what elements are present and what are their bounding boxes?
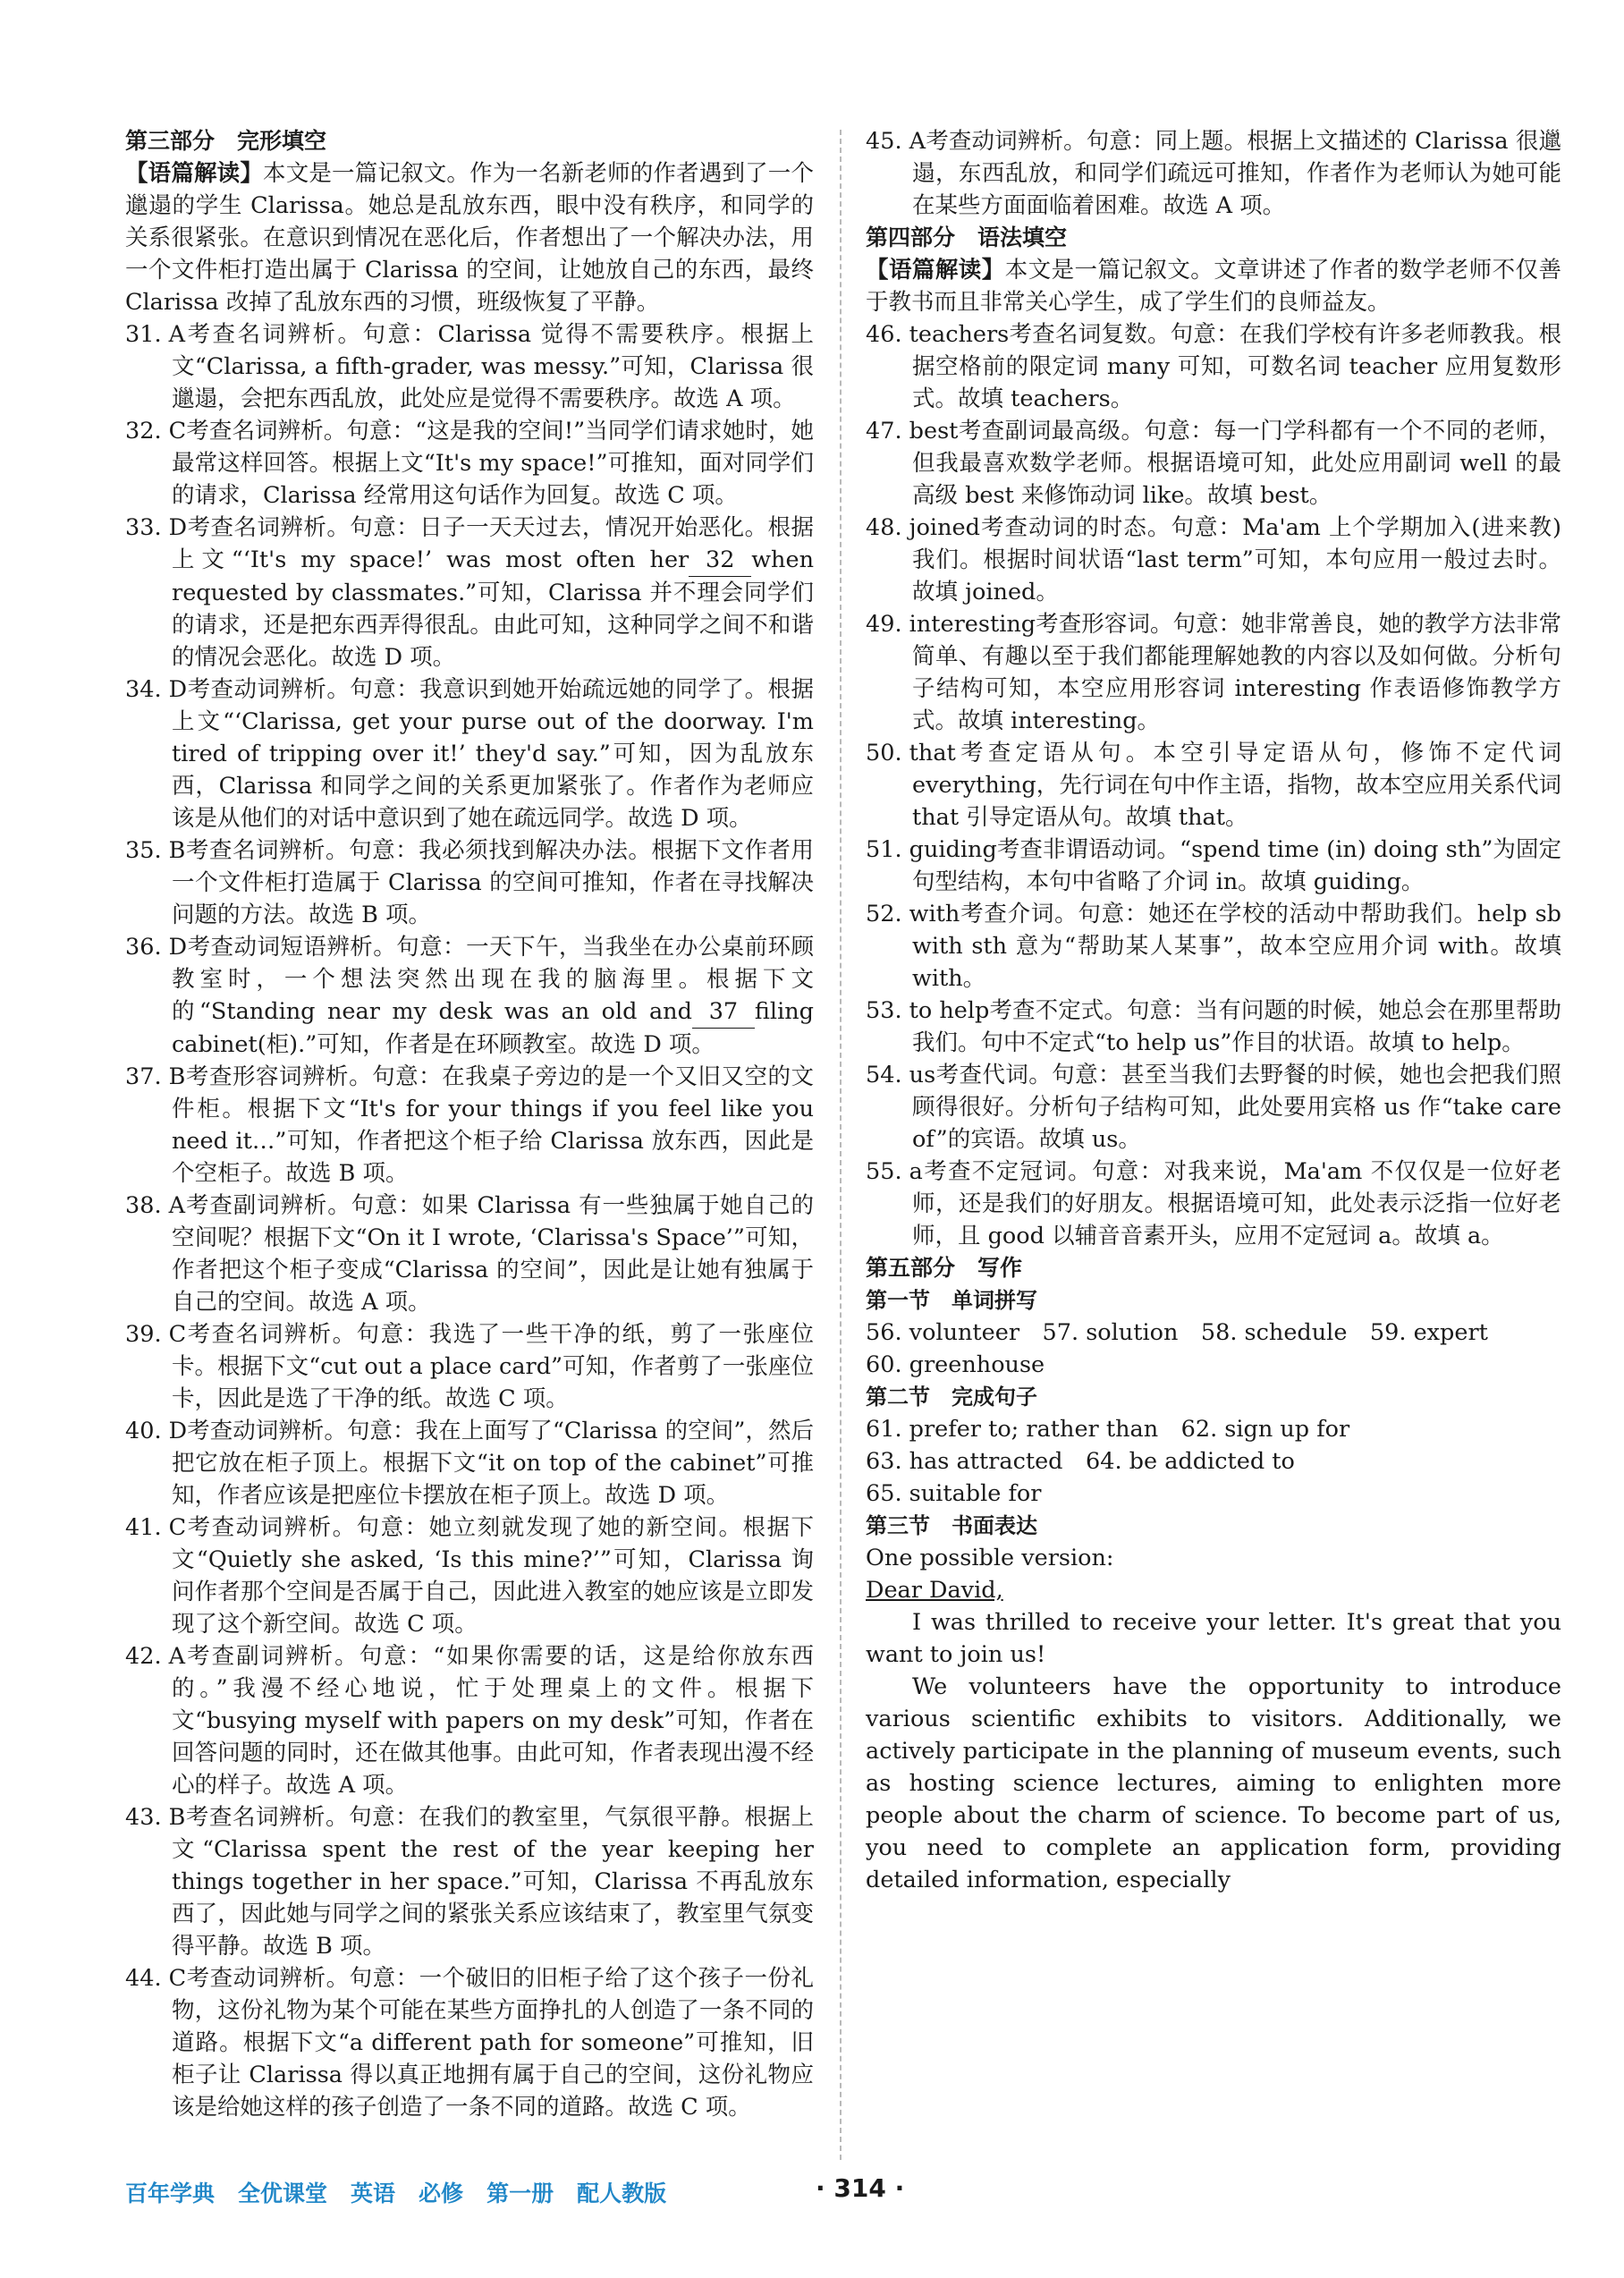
explanation-text: 考查名词辨析。句意：Clarissa 觉得不需要秩序。根据上文“Clarissa, a fifth-grader, was messy.”可知，Clarissa 很邋遢，会把东西乱放，此处应是觉得不需要秩序。故选 A 项。 bbox=[172, 321, 814, 412]
section2-title: 第二节 完成句子 bbox=[866, 1385, 1037, 1410]
answer-item bbox=[125, 1512, 814, 1640]
answer-item bbox=[866, 512, 1561, 608]
explanation-text: 考查动词的时态。句意：Ma'am 上个学期加入(进来教)我们。根据时间状语“last term”可知，本句应用一般过去时。故填 joined。 bbox=[912, 514, 1561, 605]
part4-title: 第四部分 语法填空 bbox=[866, 224, 1068, 250]
answer-item bbox=[866, 834, 1561, 898]
explanation-text: 考查副词辨析。句意：如果 Clarissa 有一些独属于她自己的空间呢？根据下文“On it I wrote, ‘Clarissa's Space’”可知，作者把这个柜子变成“Clarissa 的空间”，因此是让她有独属于自己的空间。故选 A 项。 bbox=[172, 1192, 814, 1316]
answer-item bbox=[125, 1190, 814, 1318]
explanation-text: 考查动词辨析。句意：我意识到她开始疏远她的同学了。根据上文“‘Clarissa, get your purse out of the doorway. I'm tired of tripping over it!’ they'd say.”可知，因为乱放东西，Clarissa 和同学之间的关系更加紧张了。作者作为老师应该是从他们的对话中意识到了她在疏远同学。故选 D 项。 bbox=[172, 676, 814, 832]
right-column bbox=[866, 125, 1561, 1896]
explanation-text: 考查动词辨析。句意：同上题。根据上文描述的 Clarissa 很邋遢，东西乱放，和同学们疏远可推知，作者作为老师认为她可能在某些方面面临着困难。故选 A 项。 bbox=[912, 128, 1561, 219]
answer-item bbox=[125, 1061, 814, 1190]
intro-tag: 【语篇解读】 bbox=[125, 160, 264, 187]
answer-key: 47. best bbox=[866, 418, 959, 445]
part5-title: 第五部分 写作 bbox=[866, 1255, 1023, 1281]
part4-answers bbox=[866, 318, 1561, 1252]
footer-edition: 配人教版 bbox=[577, 2181, 667, 2206]
answer-item bbox=[125, 1801, 814, 1962]
part3-title: 第三部分 完形填空 bbox=[125, 128, 327, 154]
answer-key: 50. that bbox=[866, 740, 956, 766]
answer-key: 40. D bbox=[125, 1418, 188, 1444]
explanation-text: 考查定语从句。本空引导定语从句，修饰不定代词 everything，先行词在句中作主语，指物，故本空应用关系代词 that 引导定语从句。故填 that。 bbox=[912, 740, 1561, 831]
blank-number: 32 bbox=[689, 544, 751, 577]
explanation-text: when requested by classmates.”可知，Clarissa 并不理会同学们的请求，还是把东西弄得很乱。由此可知，这种同学之间不和谐的情况会恶化。故选 D 项。 bbox=[172, 546, 814, 671]
letter-salutation: Dear David, bbox=[866, 1577, 1003, 1604]
page-footer bbox=[125, 2176, 689, 2208]
column-divider bbox=[840, 130, 842, 2160]
explanation-text: filing cabinet(柜).”可知，作者是在环顾教室。故选 D 项。 bbox=[172, 998, 814, 1058]
explanation-text: 考查名词辨析。句意：日子一天天过去，情况开始恶化。根据上文“‘It's my space!’ was most often her bbox=[172, 514, 814, 573]
intro-text: 本文是一篇记叙文。文章讲述了作者的数学老师不仅善于教书而且非常关心学生，成了学生们的良师益友。 bbox=[866, 257, 1561, 316]
part3-intro bbox=[125, 157, 814, 318]
sentence-completion-line: 61. prefer to; rather than 62. sign up for bbox=[866, 1416, 1350, 1443]
explanation-text: 考查不定式。句意：当有问题的时候，她总会在那里帮助我们。句中不定式“to help us”作目的状语。故填 to help。 bbox=[912, 997, 1561, 1056]
explanation-text: 考查形容词辨析。句意：在我桌子旁边的是一个又旧又空的文件柜。根据下文“It's for your things if you feel like you need it…”可知，作者把这个柜子给 Clarissa 放东西，因此是个空柜子。故选 B 项。 bbox=[172, 1063, 814, 1187]
answer-key: 54. us bbox=[866, 1062, 936, 1088]
answer-item bbox=[125, 1640, 814, 1801]
answer-key: 34. D bbox=[125, 676, 188, 703]
answer-key: 51. guiding bbox=[866, 836, 997, 863]
footer-brand: 百年学典 bbox=[125, 2181, 216, 2206]
answer-key: 49. interesting bbox=[866, 611, 1036, 638]
answer-item bbox=[866, 737, 1561, 834]
letter-paragraph: We volunteers have the opportunity to introduce various scientific exhibits to visitors. Additionally, we actively participate in the planning of museum events, such as hosting science lectures, aiming to enlighten more people about the charm of science. To become part of us, you need to complete an application form, providing detailed information, especially bbox=[866, 1673, 1561, 1893]
explanation-text: 考查介词。句意：她还在学校的活动中帮助我们。help sb with sth 意为“帮助某人某事”，故本空应用介词 with。故填 with。 bbox=[912, 901, 1561, 992]
section1-title: 第一节 单词拼写 bbox=[866, 1288, 1037, 1313]
intro-text: 本文是一篇记叙文。作为一名新老师的作者遇到了一个邋遢的学生 Clarissa。她总是乱放东西，眼中没有秩序，和同学的关系很紧张。在意识到情况在恶化后，作者想出了一个解决办法，用一个文件柜打造出属于 Clarissa 的空间，让她放自己的东西，最终 Clarissa 改掉了乱放东西的习惯，班级恢复了平静。 bbox=[125, 160, 814, 316]
explanation-text: 考查不定冠词。句意：对我来说，Ma'am 不仅仅是一位好老师，还是我们的好朋友。根据语境可知，此处表示泛指一位好老师，且 good 以辅音音素开头，应用不定冠词 a。故填 a。 bbox=[912, 1158, 1561, 1249]
footer-subject: 英语 bbox=[351, 2181, 396, 2206]
answer-item bbox=[125, 834, 814, 931]
answer-item bbox=[125, 1962, 814, 2123]
answer-key: 55. a bbox=[866, 1158, 923, 1185]
answer-key: 41. C bbox=[125, 1514, 187, 1541]
explanation-text: 考查动词辨析。句意：一个破旧的旧柜子给了这个孩子一份礼物，这份礼物为某个可能在某些方面挣扎的人创造了一条不同的道路。根据下文“a different path for someone”可推知，旧柜子让 Clarissa 得以真正地拥有属于自己的空间，这份礼物应该是给她这样的孩子创造了一条不同的道路。故选 C 项。 bbox=[172, 1965, 814, 2121]
answer-item bbox=[866, 318, 1561, 415]
word-spelling-line: 60. greenhouse bbox=[866, 1351, 1045, 1378]
answer-key: 44. C bbox=[125, 1965, 187, 1992]
sentence-completion-line: 63. has attracted 64. be addicted to bbox=[866, 1448, 1295, 1475]
answer-key: 53. to help bbox=[866, 997, 990, 1024]
answer-key: 39. C bbox=[125, 1321, 187, 1348]
word-spelling-line: 56. volunteer 57. solution 58. schedule 59. expert bbox=[866, 1319, 1488, 1346]
explanation-text: 考查动词辨析。句意：她立刻就发现了她的新空间。根据下文“Quietly she asked, ‘Is this mine?’”可知，Clarissa 询问作者那个空间是否属于自己，因此进入教室的她应该是立即发现了这个新空间。故选 C 项。 bbox=[172, 1514, 814, 1638]
letter-paragraph: I was thrilled to receive your letter. It's great that you want to join us! bbox=[866, 1609, 1561, 1668]
version-label: One possible version: bbox=[866, 1545, 1114, 1571]
answer-key: 45. A bbox=[866, 128, 926, 155]
explanation-text: 考查副词辨析。句意：“如果你需要的话，这是给你放东西的。”我漫不经心地说，忙于处理桌上的文件。根据下文“busying myself with papers on my desk”可知，作者在回答问题的同时，还在做其他事。由此可知，作者表现出漫不经心的样子。故选 A 项。 bbox=[172, 1643, 814, 1799]
footer-series: 全优课堂 bbox=[238, 2181, 328, 2206]
page-number: · 314 · bbox=[816, 2173, 905, 2203]
answer-item bbox=[125, 1318, 814, 1415]
answer-key: 46. teachers bbox=[866, 321, 1010, 348]
part4-intro bbox=[866, 254, 1561, 318]
sentence-completion-line: 65. suitable for bbox=[866, 1480, 1042, 1507]
answer-item bbox=[125, 415, 814, 512]
answer-item bbox=[866, 415, 1561, 512]
part3-answers-continued bbox=[866, 125, 1561, 222]
answer-key: 31. A bbox=[125, 321, 186, 348]
answer-key: 38. A bbox=[125, 1192, 186, 1219]
answer-item bbox=[866, 995, 1561, 1059]
left-column bbox=[125, 125, 814, 2123]
explanation-text: 考查名词辨析。句意：“这是我的空间!”当同学们请求她时，她最常这样回答。根据上文“It's my space!”可推知，面对同学们的请求，Clarissa 经常用这句话作为回复。故选 C 项。 bbox=[172, 418, 814, 509]
answer-item bbox=[866, 1059, 1561, 1156]
explanation-text: 考查形容词。句意：她非常善良，她的教学方法非常简单、有趣以至于我们都能理解她教的内容以及如何做。分析句子结构可知，本空应用形容词 interesting 作表语修饰教学方式。故填 interesting。 bbox=[912, 611, 1561, 734]
answer-item bbox=[125, 512, 814, 673]
answer-key: 37. B bbox=[125, 1063, 186, 1090]
explanation-text: 考查非谓语动词。“spend time (in) doing sth”为固定句型结构，本句中省略了介词 in。故填 guiding。 bbox=[912, 836, 1561, 895]
answer-item bbox=[125, 673, 814, 834]
explanation-text: 考查副词最高级。句意：每一门学科都有一个不同的老师，但我最喜欢数学老师。根据语境可知，此处应用副词 well 的最高级 best 来修饰动词 like。故填 best。 bbox=[912, 418, 1561, 509]
answer-item bbox=[125, 318, 814, 415]
part3-answers bbox=[125, 318, 814, 2123]
answer-item bbox=[866, 898, 1561, 995]
answer-key: 52. with bbox=[866, 901, 960, 927]
answer-key: 43. B bbox=[125, 1804, 186, 1831]
explanation-text: 考查名词辨析。句意：在我们的教室里，气氛很平静。根据上文“Clarissa spent the rest of the year keeping her things together in her space.”可知，Clarissa 不再乱放东西了，因此她与同学之间的紧张关系应该结束了，教室里气氛变得平静。故选 B 项。 bbox=[172, 1804, 814, 1960]
explanation-text: 考查代词。句意：甚至当我们去野餐的时候，她也会把我们照顾得很好。分析句子结构可知，此处要用宾格 us 作“take care of”的宾语。故填 us。 bbox=[912, 1062, 1561, 1153]
intro-tag: 【语篇解读】 bbox=[866, 257, 1005, 284]
answer-item bbox=[866, 608, 1561, 737]
explanation-text: 考查名词辨析。句意：我选了一些干净的纸，剪了一张座位卡。根据下文“cut out a place card”可知，作者剪了一张座位卡，因此是选了干净的纸。故选 C 项。 bbox=[172, 1321, 814, 1412]
answer-key: 48. joined bbox=[866, 514, 980, 541]
answer-item bbox=[125, 931, 814, 1061]
footer-volume: 必修 bbox=[419, 2181, 464, 2206]
explanation-text: 考查动词短语辨析。句意：一天下午，当我坐在办公桌前环顾教室时，一个想法突然出现在我的脑海里。根据下文的“Standing near my desk was an old and bbox=[172, 934, 814, 1025]
answer-key: 35. B bbox=[125, 837, 186, 864]
blank-number: 37 bbox=[692, 995, 755, 1029]
answer-item bbox=[866, 1156, 1561, 1252]
section3-title: 第三节 书面表达 bbox=[866, 1513, 1037, 1538]
answer-key: 32. C bbox=[125, 418, 187, 445]
explanation-text: 考查动词辨析。句意：我在上面写了“Clarissa 的空间”，然后把它放在柜子顶上。根据下文“it on top of the cabinet”可推知，作者应该是把座位卡摆放在柜子顶上。故选 D 项。 bbox=[172, 1418, 814, 1509]
answer-item bbox=[866, 125, 1561, 222]
answer-key: 33. D bbox=[125, 514, 188, 541]
answer-item bbox=[125, 1415, 814, 1512]
answer-key: 36. D bbox=[125, 934, 188, 961]
explanation-text: 考查名词复数。句意：在我们学校有许多老师教我。根据空格前的限定词 many 可知，可数名词 teacher 应用复数形式。故填 teachers。 bbox=[912, 321, 1561, 412]
explanation-text: 考查名词辨析。句意：我必须找到解决办法。根据下文作者用一个文件柜打造属于 Clarissa 的空间可推知，作者在寻找解决问题的方法。故选 B 项。 bbox=[172, 837, 814, 928]
footer-book: 第一册 bbox=[486, 2181, 554, 2206]
answer-key: 42. A bbox=[125, 1643, 186, 1670]
